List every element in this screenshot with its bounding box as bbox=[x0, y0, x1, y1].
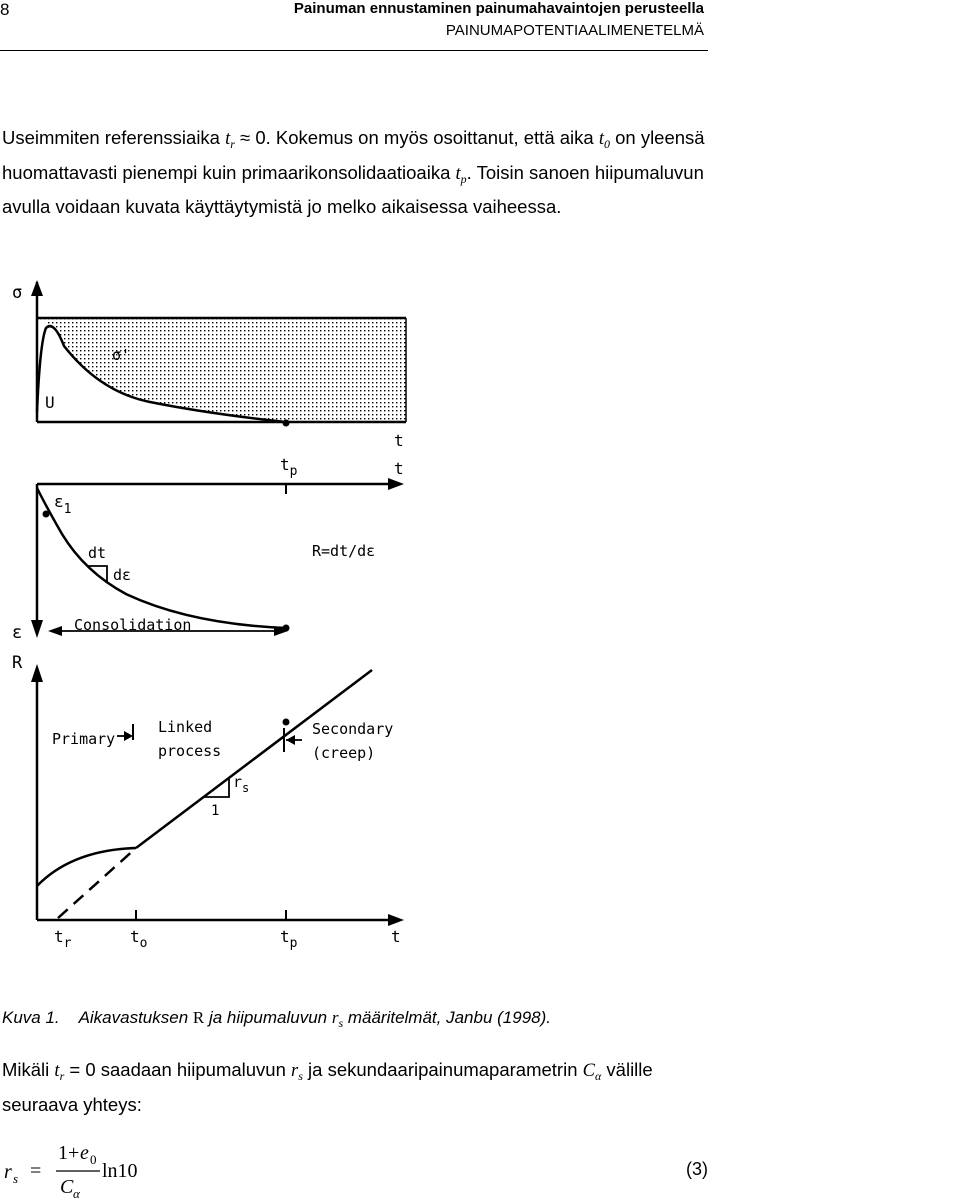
bottom-panel bbox=[12, 653, 404, 951]
caption-symbol-r: r bbox=[331, 1008, 339, 1027]
p2-subscript-alpha: α bbox=[594, 1069, 602, 1083]
tr-label bbox=[54, 927, 72, 951]
eps-axis-arrow bbox=[31, 620, 43, 638]
symbol-tp: t bbox=[455, 163, 461, 184]
caption-text-a: Aikavastuksen bbox=[78, 1008, 193, 1027]
paragraph-2 bbox=[2, 1056, 708, 1119]
t-label-top: t bbox=[394, 431, 404, 450]
secondary-label-1: Secondary bbox=[312, 720, 394, 738]
symbol-t0: t bbox=[598, 129, 604, 149]
eps1-label bbox=[54, 492, 71, 517]
top-panel bbox=[12, 280, 406, 450]
header-rule bbox=[0, 50, 708, 51]
eps1-main: ε bbox=[54, 492, 64, 511]
p2-subscript-s: s bbox=[298, 1069, 303, 1083]
equation-3 bbox=[0, 1135, 708, 1202]
tp-label-bottom bbox=[280, 927, 298, 951]
rs-label bbox=[233, 773, 249, 795]
eq-lhs-s: s bbox=[13, 1171, 19, 1186]
p2-text-b: = 0 saadaan hiipumaluvun bbox=[64, 1059, 292, 1080]
consolidation-arrow-left bbox=[48, 626, 62, 636]
linked-label-2: process bbox=[158, 742, 222, 760]
caption-symbol-R: R bbox=[192, 1008, 205, 1027]
equation-formula bbox=[0, 1135, 200, 1202]
p1-text-c: on yleensä huomattavasti pienempi kuin primaarikonsolidaatioaika bbox=[2, 127, 705, 183]
eq-num-1: 1+ bbox=[58, 1142, 80, 1164]
rs-main: r bbox=[233, 773, 243, 791]
caption-kuva: Kuva 1. bbox=[2, 1008, 60, 1027]
to-main: t bbox=[130, 927, 140, 946]
p2-text-a: Mikäli bbox=[2, 1059, 55, 1080]
subscript-r: r bbox=[230, 137, 235, 151]
p1-text-b: 0. Kokemus on myös osoittanut, että aika bbox=[255, 127, 599, 148]
tp-label-middle bbox=[280, 455, 298, 479]
caption-text-c: määritelmät, Janbu (1998). bbox=[343, 1008, 552, 1027]
tp-bottom-main: t bbox=[280, 927, 290, 946]
eps1-sub: 1 bbox=[63, 502, 72, 517]
shaded-region bbox=[37, 318, 406, 422]
consolidation-label: Consolidation bbox=[74, 616, 192, 634]
secondary-arrow-head bbox=[286, 735, 295, 745]
p2-subscript-r: r bbox=[59, 1069, 65, 1083]
subscript-p: p bbox=[460, 171, 467, 186]
middle-panel bbox=[12, 455, 404, 643]
page-number: 8 bbox=[0, 0, 10, 19]
sigma-axis-arrow bbox=[31, 280, 43, 296]
eq-den-C: C bbox=[60, 1176, 74, 1198]
eps1-point bbox=[43, 511, 50, 518]
running-title: Painuman ennustaminen painumahavaintojen perusteella bbox=[293, 0, 704, 17]
sigma-label: σ bbox=[12, 283, 23, 303]
figure-caption bbox=[2, 1008, 551, 1031]
tp-bottom-sub: p bbox=[289, 936, 298, 951]
extrapolated-line bbox=[58, 848, 136, 918]
time-axis-bottom-arrow bbox=[388, 914, 404, 926]
r-axis-label: R bbox=[12, 653, 23, 673]
time-axis-middle-arrow bbox=[388, 478, 404, 490]
tr-main: t bbox=[54, 927, 64, 946]
strain-curve bbox=[37, 488, 286, 628]
eq-lhs-r: r bbox=[4, 1161, 12, 1183]
to-label bbox=[130, 927, 147, 951]
u-label: U bbox=[45, 393, 55, 412]
sigma-prime-label: σ' bbox=[112, 346, 131, 364]
eq-den-alpha: α bbox=[73, 1186, 80, 1201]
one-label: 1 bbox=[211, 803, 220, 819]
linked-label-1: Linked bbox=[158, 718, 213, 736]
eq-num-e: e bbox=[80, 1142, 89, 1164]
r-axis-arrow bbox=[31, 664, 43, 682]
eq-num-0: 0 bbox=[90, 1152, 97, 1167]
approx-sign: ≈ bbox=[234, 127, 256, 148]
to-sub: o bbox=[139, 936, 148, 951]
p2-symbol-C: C bbox=[582, 1061, 595, 1081]
caption-subscript-s: s bbox=[338, 1016, 344, 1030]
primary-arrow-head bbox=[124, 731, 133, 741]
p2-text-c: ja sekundaaripainumaparametrin bbox=[302, 1059, 583, 1080]
secondary-start-point bbox=[283, 719, 290, 726]
janbu-figure bbox=[0, 262, 430, 962]
paragraph-1 bbox=[2, 124, 708, 222]
rs-sub: s bbox=[242, 781, 250, 795]
primary-label: Primary bbox=[52, 730, 116, 748]
deps-label: dε bbox=[113, 566, 132, 584]
p2-symbol-t: t bbox=[54, 1061, 60, 1081]
eq-equals: = bbox=[30, 1160, 42, 1182]
tp-sub: p bbox=[289, 464, 298, 479]
running-subtitle: PAINUMAPOTENTIAALIMENETELMÄ bbox=[445, 22, 704, 39]
p1-text-d: . Toisin sanoen hiipumaluvun avulla voidaan kuvata käyttäytymistä jo melko aikaisessa vaiheessa. bbox=[2, 161, 704, 217]
p2-symbol-r: r bbox=[291, 1061, 299, 1081]
t-label-bottom: t bbox=[391, 927, 401, 946]
p2-text-d: välille seuraava yhteys: bbox=[2, 1059, 653, 1115]
eps-axis-label: ε bbox=[12, 623, 23, 643]
equation-number: (3) bbox=[686, 1159, 708, 1179]
t-label-middle: t bbox=[394, 459, 404, 478]
tp-point-top bbox=[283, 420, 290, 427]
caption-text-b: ja hiipumaluvun bbox=[204, 1008, 332, 1027]
r-definition-label: R=dt/dε bbox=[312, 542, 376, 560]
p1-text-a: Useimmiten referenssiaika bbox=[2, 127, 226, 148]
tp-main: t bbox=[280, 455, 290, 474]
eq-ln10: ln10 bbox=[102, 1160, 138, 1182]
tr-sub: r bbox=[63, 936, 72, 951]
primary-curve bbox=[37, 848, 136, 886]
secondary-label-2: (creep) bbox=[312, 744, 376, 762]
symbol-t: t bbox=[225, 129, 231, 149]
subscript-0: 0 bbox=[603, 137, 610, 151]
dt-label: dt bbox=[88, 544, 107, 562]
